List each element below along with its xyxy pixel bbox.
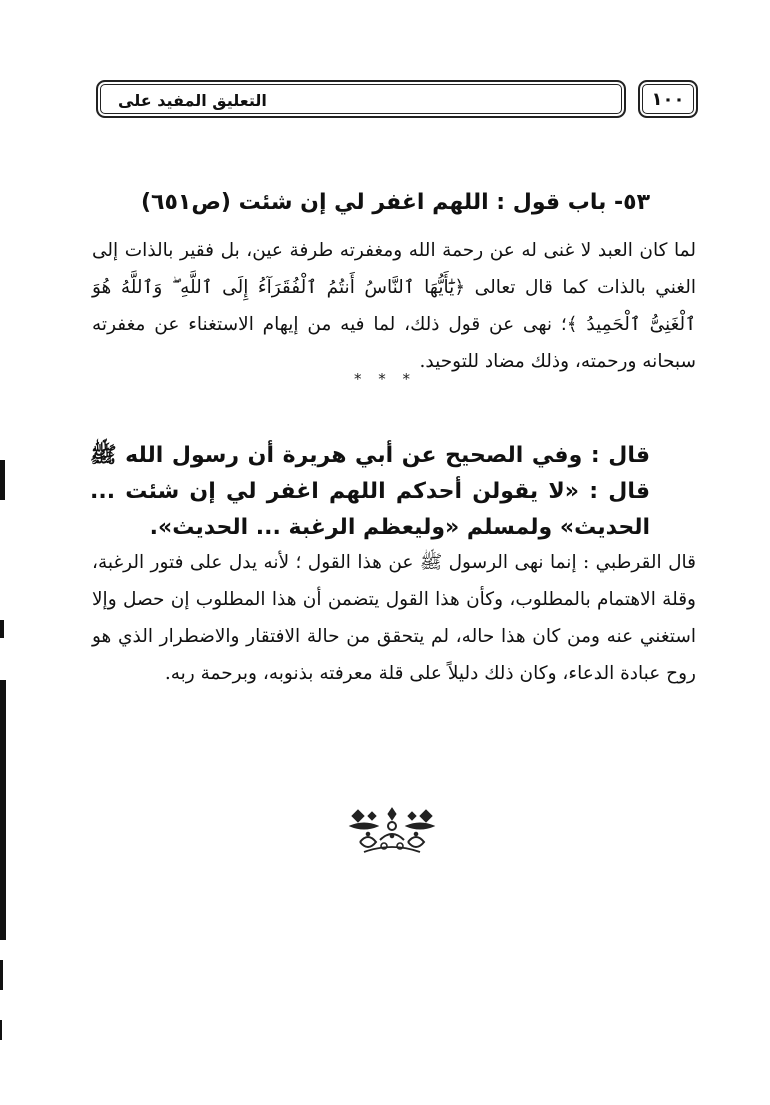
page-header — [96, 80, 698, 120]
section-separator: * * * — [353, 370, 417, 388]
commentary-paragraph: قال القرطبي : إنما نهى الرسول ﷺ عن هذا القول ؛ لأنه يدل على فتور الرغبة، وقلة الاهتمام بالمطلوب، وكأن هذا القول يتضمن أن هذا المطلوب إن حصل وإلا استغني عنه ومن كان هذا حاله، لم يتحقق من حالة الافتقار والاضطرار الذي هو روح عبادة الدعاء، وكان ذلك دليلاً على قلة معرفته بذنوبه، وبرحمة ربه. — [92, 552, 696, 684]
page-number: ١٠٠ — [651, 89, 685, 110]
page-number-frame — [638, 80, 698, 118]
chapter-title: ٥٣- باب قول : اللهم اغفر لي إن شئت (ص٦٥١) — [140, 190, 650, 215]
floral-ornament-icon — [344, 802, 440, 858]
header-title-frame — [96, 80, 626, 118]
scan-edge-marks — [0, 430, 14, 1070]
hadith-text: قال : وفي الصحيح عن أبي هريرة أن رسول الله ﷺ قال : «لا يقولن أحدكم اللهم اغفر لي إن شئت ... الحديث» ولمسلم «وليعظم الرغبة ... الحديث». — [90, 443, 650, 540]
header-title: التعليق المفيد على — [118, 91, 267, 110]
intro-paragraph: لما كان العبد لا غنى له عن رحمة الله ومغفرته طرفة عين، بل فقير بالذات إلى الغني بالذات كما قال تعالى ﴿يَٰٓأَيُّهَا ٱلنَّاسُ أَنتُمُ ٱلْفُقَرَآءُ إِلَى ٱللَّهِ ۖ وَٱللَّهُ هُوَ ٱلْغَنِىُّ ٱلْحَمِيدُ ﴾؛ نهى عن قول ذلك، لما فيه من إيهام الاستغناء عن مغفرته سبحانه ورحمته، وذلك مضاد للتوحيد. — [92, 240, 696, 372]
